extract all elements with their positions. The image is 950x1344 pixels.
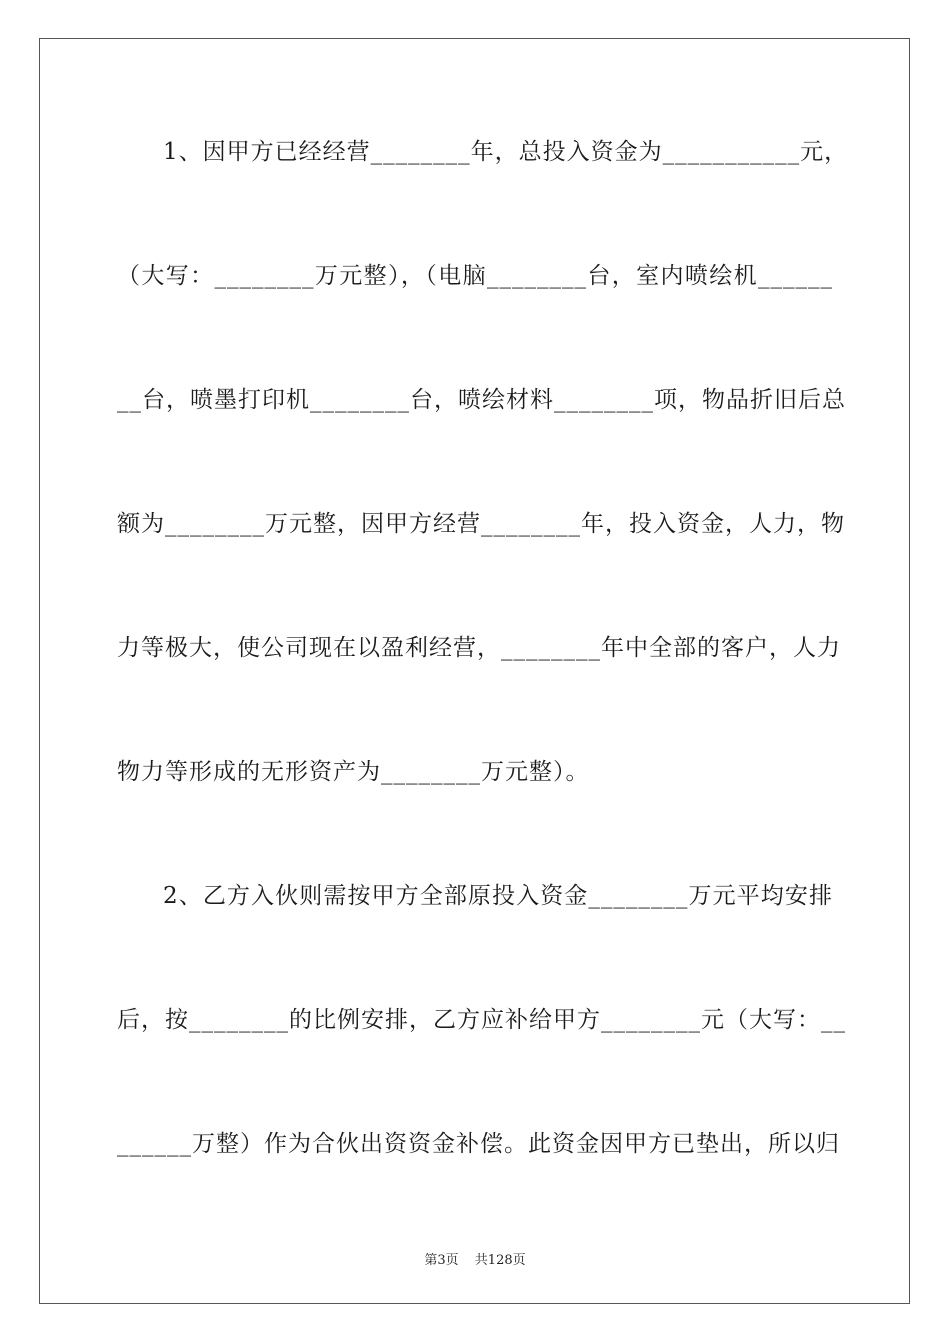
page-number: 第3页 [424, 1253, 459, 1268]
text-line-1: 1、因甲方已经经营________年，总投入资金为___________元， [163, 139, 849, 165]
page-border [39, 38, 910, 1304]
text-line-7: 2、乙方入伙则需按甲方全部原投入资金________万元平均安排 [163, 883, 833, 909]
page-total: 共128页 [474, 1253, 526, 1268]
text-line-6: 物力等形成的无形资产为________万元整）。 [117, 759, 590, 785]
text-line-9: ______万整）作为合伙出资资金补偿。此资金因甲方已垫出，所以归 [117, 1131, 840, 1157]
page-footer [0, 1249, 950, 1268]
text-line-2: （大写：________万元整），（电脑________台，室内喷绘机______ [117, 263, 833, 289]
text-line-3: __台，喷墨打印机________台，喷绘材料________项，物品折旧后总 [117, 387, 846, 413]
text-line-8: 后，按________的比例安排，乙方应补给甲方________元（大写：__ [117, 1007, 846, 1033]
text-line-5: 力等极大，使公司现在以盈利经营，________年中全部的客户，人力 [117, 635, 841, 661]
text-line-4: 额为________万元整，因甲方经营________年，投入资金，人力，物 [117, 511, 845, 537]
